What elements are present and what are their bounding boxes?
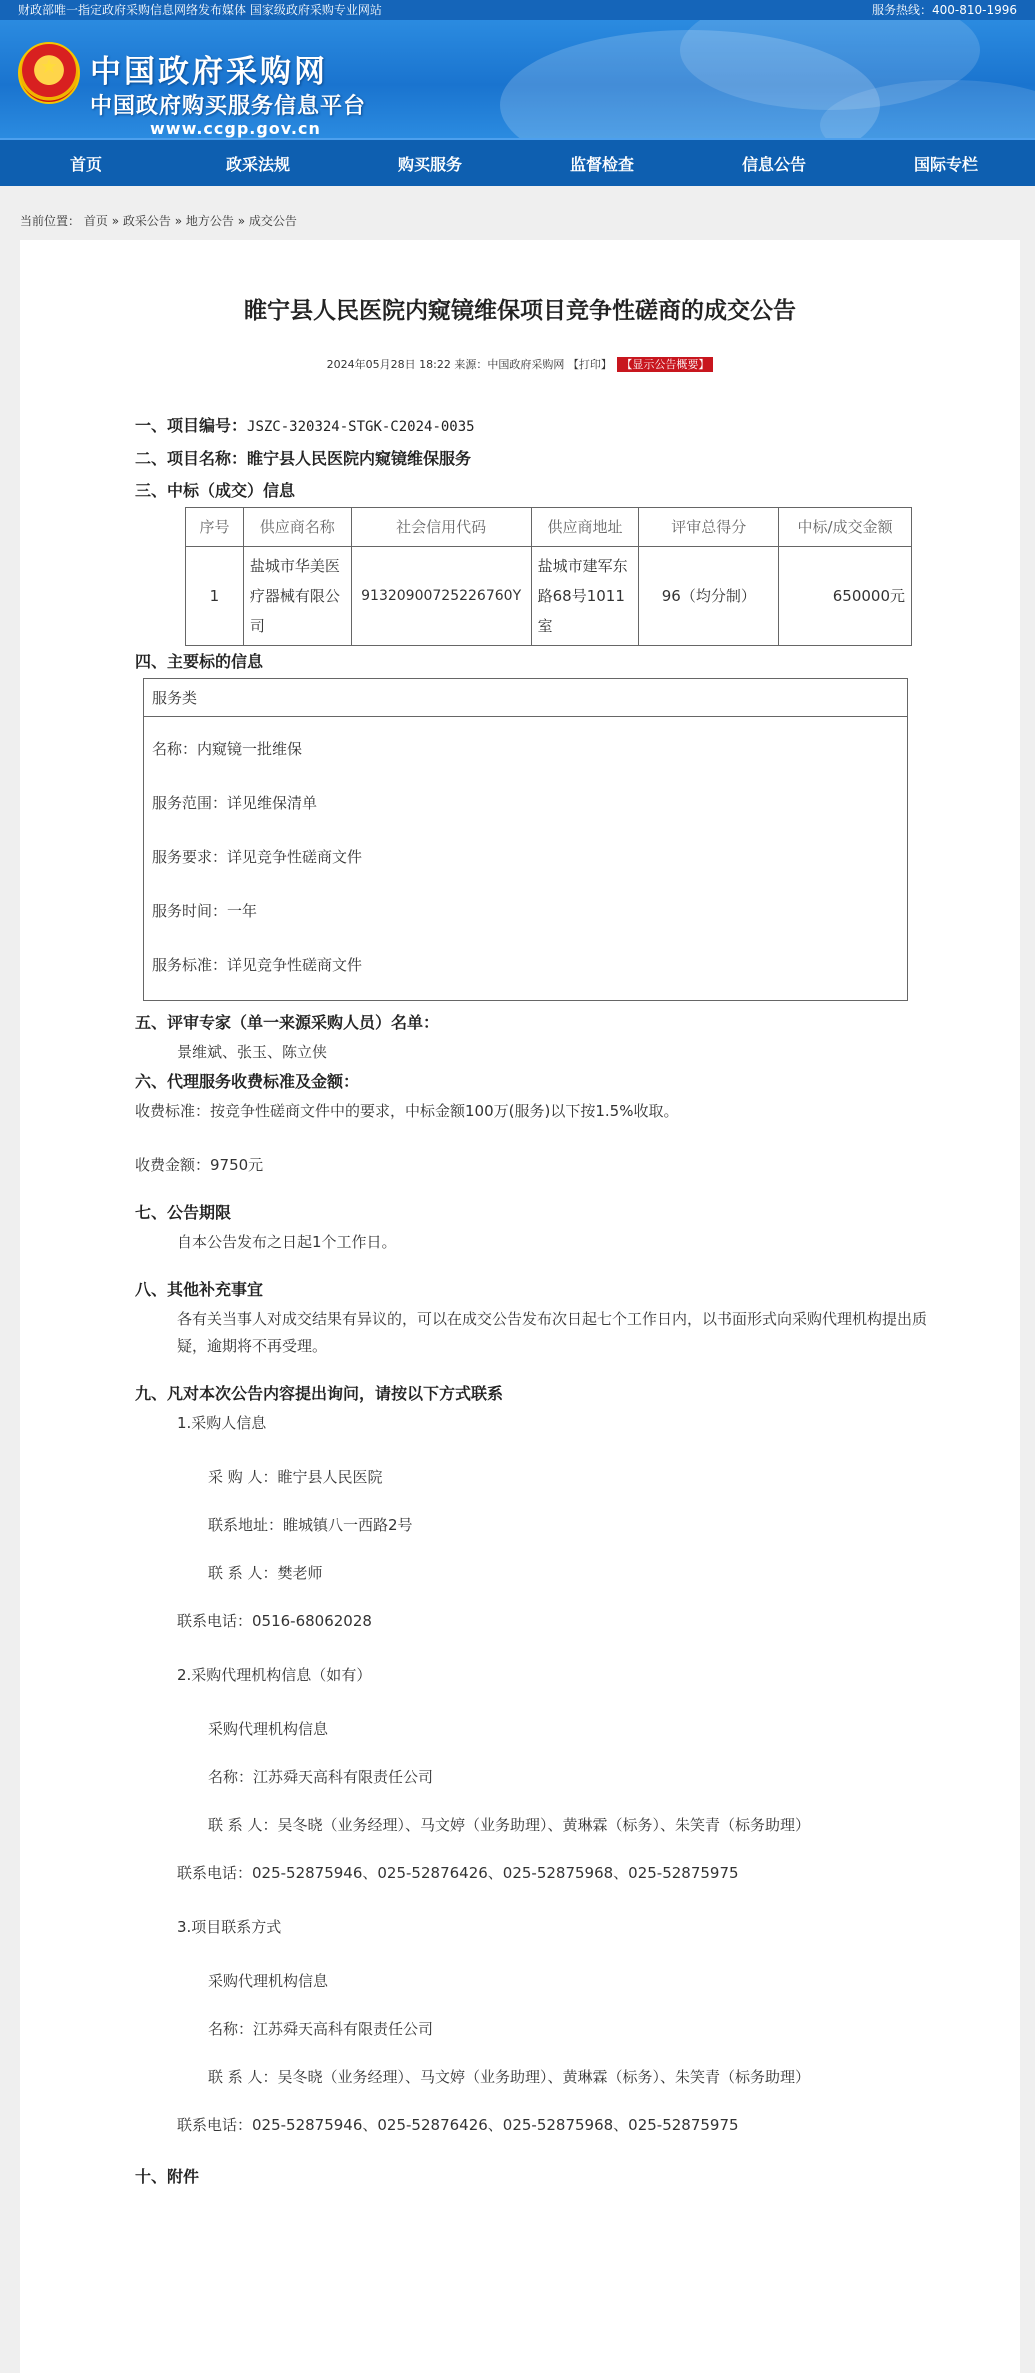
- project-number: JSZC-320324-STGK-C2024-0035: [247, 419, 475, 435]
- agency-phone: 联系电话：025-52875946、025-52876426、025-52875968、025-52875975: [177, 1864, 739, 1882]
- subject-box: [143, 678, 908, 1001]
- col-header: 供应商名称: [243, 508, 351, 547]
- buyer-name: 采 购 人：睢宁县人民医院: [208, 1468, 383, 1486]
- section-label: 二、项目名称：: [135, 449, 248, 468]
- buyer-address: 联系地址：睢城镇八一西路2号: [208, 1516, 413, 1534]
- project-agency-name: 名称：江苏舜天高科有限责任公司: [208, 2020, 434, 2038]
- show-summary-button[interactable]: 【显示公告概要】: [617, 357, 713, 372]
- section-agency-fee: 六、代理服务收费标准及金额：: [135, 1072, 360, 1091]
- breadcrumb-deal[interactable]: 成交公告: [248, 214, 297, 228]
- other-text: 各有关当事人对成交结果有异议的，可以在成交公告发布次日起七个工作日内，以书面形式向采购代理机构提出质疑，逾期将不再受理。: [177, 1310, 928, 1355]
- site-url: www.ccgp.gov.cn: [150, 119, 321, 138]
- buyer-phone: 联系电话：0516-68062028: [177, 1612, 372, 1630]
- breadcrumb: [0, 186, 1035, 240]
- article-meta: [20, 356, 1020, 372]
- col-header: 中标/成交金额: [779, 508, 912, 547]
- nav-supervision[interactable]: 监督检查: [569, 154, 634, 174]
- site-logo-title[interactable]: 中国政府采购网: [90, 54, 328, 90]
- subject-category: 服务类: [144, 679, 907, 717]
- section-project-number: [135, 410, 930, 443]
- article-body: [135, 410, 930, 2193]
- section-experts: 五、评审专家（单一来源采购人员）名单：: [135, 1013, 440, 1032]
- buyer-contact: 联 系 人：樊老师: [208, 1564, 323, 1582]
- section-main-subject: 四、主要标的信息: [135, 652, 264, 671]
- breadcrumb-sep: »: [174, 214, 183, 228]
- nav-home[interactable]: 首页: [69, 154, 102, 174]
- project-contact-title: 3.项目联系方式: [177, 1918, 282, 1936]
- subject-line: 服务要求：详见竞争性磋商文件: [152, 848, 363, 866]
- agency-contact: 联 系 人：吴冬晓（业务经理）、马文婷（业务助理）、黄琳霖（标务）、朱笑青（标务助理）: [208, 1816, 811, 1834]
- breadcrumb-local[interactable]: 地方公告: [185, 214, 234, 228]
- col-header: 社会信用代码: [351, 508, 531, 547]
- table-cell: 1: [186, 547, 244, 646]
- section-period: 七、公告期限: [135, 1203, 232, 1222]
- nav-regulations[interactable]: 政采法规: [225, 154, 290, 174]
- breadcrumb-procurement[interactable]: 政采公告: [122, 214, 171, 228]
- breadcrumb-sep: »: [111, 214, 120, 228]
- service-hotline: 服务热线：400-810-1996: [871, 3, 1017, 17]
- fee-standard: 收费标准：按竞争性磋商文件中的要求，中标金额100万(服务)以下按1.5%收取。: [135, 1102, 679, 1120]
- agency-subtitle: 采购代理机构信息: [208, 1720, 329, 1738]
- table-cell: 盐城市建军东路68号1011室: [531, 547, 639, 646]
- table-cell: 91320900725226760Y: [351, 547, 531, 646]
- section-attachments: 十、附件: [135, 2167, 200, 2186]
- site-logo-subtitle: 中国政府购买服务信息平台: [90, 94, 367, 119]
- nav-announcements[interactable]: 信息公告: [741, 154, 806, 174]
- award-table: [185, 507, 912, 646]
- table-cell: 650000元: [779, 547, 912, 646]
- project-phone: 联系电话：025-52875946、025-52876426、025-52875968、025-52875975: [177, 2116, 739, 2134]
- project-contact: 联 系 人：吴冬晓（业务经理）、马文婷（业务助理）、黄琳霖（标务）、朱笑青（标务助理）: [208, 2068, 811, 2086]
- top-bar-slogan: 财政部唯一指定政府采购信息网络发布媒体 国家级政府采购专业网站: [18, 3, 382, 17]
- table-header-row: [186, 508, 912, 547]
- breadcrumb-label: 当前位置：: [20, 214, 81, 228]
- section-award-info: 三、中标（成交）信息: [135, 481, 296, 500]
- subject-line: 服务范围：详见维保清单: [152, 794, 318, 812]
- subject-line: 服务时间：一年: [152, 902, 258, 920]
- article-panel: [20, 240, 1020, 2373]
- top-info-bar: [0, 0, 1035, 20]
- table-cell: 96（均分制）: [639, 547, 779, 646]
- agency-info-title: 2.采购代理机构信息（如有）: [177, 1666, 372, 1684]
- period-text: 自本公告发布之日起1个工作日。: [177, 1233, 397, 1251]
- expert-list: 景维斌、张玉、陈立侠: [177, 1043, 328, 1061]
- main-nav: [0, 138, 1035, 186]
- project-subtitle: 采购代理机构信息: [208, 1972, 329, 1990]
- project-name: 睢宁县人民医院内窥镜维保服务: [247, 449, 472, 468]
- section-other: 八、其他补充事宜: [135, 1280, 264, 1299]
- subject-line: 名称：内窥镜一批维保: [152, 740, 303, 758]
- breadcrumb-home[interactable]: 首页: [83, 214, 108, 228]
- subject-line: 服务标准：详见竞争性磋商文件: [152, 956, 363, 974]
- col-header: 评审总得分: [639, 508, 779, 547]
- section-label: 一、项目编号：: [135, 416, 248, 435]
- article-meta-text[interactable]: 2024年05月28日 18:22 来源：中国政府采购网 【打印】: [326, 358, 612, 371]
- site-banner: [0, 20, 1035, 138]
- buyer-info-title: 1.采购人信息: [177, 1414, 267, 1432]
- nav-purchase-services[interactable]: 购买服务: [397, 154, 462, 174]
- national-emblem-icon: [18, 42, 80, 104]
- agency-name: 名称：江苏舜天高科有限责任公司: [208, 1768, 434, 1786]
- nav-international[interactable]: 国际专栏: [913, 154, 978, 174]
- section-project-name: [135, 443, 930, 475]
- table-cell: 盐城市华美医疗器械有限公司: [243, 547, 351, 646]
- col-header: 供应商地址: [531, 508, 639, 547]
- table-row: [186, 547, 912, 646]
- fee-amount: 收费金额：9750元: [135, 1156, 264, 1174]
- col-header: 序号: [186, 508, 244, 547]
- page-title: 睢宁县人民医院内窥镜维保项目竞争性磋商的成交公告: [244, 298, 796, 324]
- breadcrumb-sep: »: [237, 214, 246, 228]
- section-contact: 九、凡对本次公告内容提出询问，请按以下方式联系: [135, 1384, 504, 1403]
